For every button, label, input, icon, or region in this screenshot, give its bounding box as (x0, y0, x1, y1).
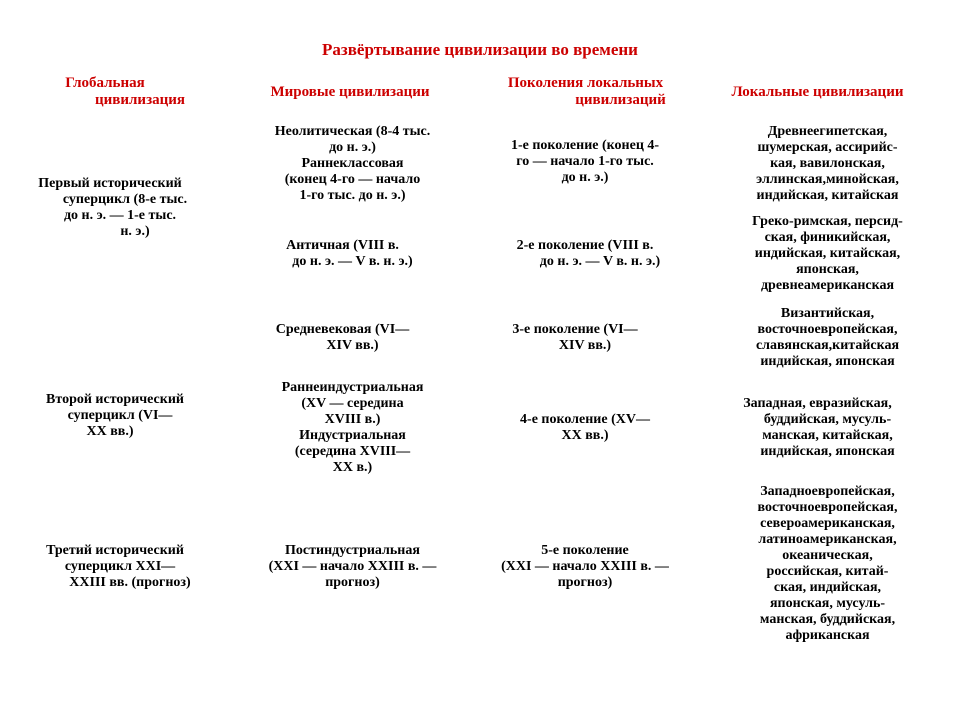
text-line: Индустриальная (299, 428, 406, 443)
generation-4 (475, 412, 695, 444)
header-line: цивилизация (94, 92, 185, 108)
text-line: Западноевропейская, (760, 484, 895, 499)
text-line: индийская, японская (760, 354, 895, 369)
text-line: н. э.) (120, 224, 150, 239)
text-line: Неолитическая (8-4 тыс. (274, 124, 431, 139)
text-line: Третий исторический (46, 543, 184, 558)
text-line: прогноз) (557, 575, 613, 590)
text-line: древнеамериканская (760, 278, 895, 293)
text-line: суперцикл XXI— (64, 559, 176, 574)
text-line: Античная (VIII в. (286, 238, 399, 253)
text-line: североамериканская, (760, 516, 895, 531)
text-line: прогноз) (325, 575, 380, 590)
text-line: восточноевропейская, (757, 500, 898, 515)
text-line: го — начало 1-го тыс. (516, 154, 654, 169)
header-generations (478, 75, 693, 109)
local-civ-2 (715, 214, 940, 294)
text-line: до н. э.) (329, 140, 376, 155)
text-line: буддийская, мусуль- (763, 412, 892, 427)
text-line: (XXI — начало XXIII в. — (501, 559, 669, 574)
text-line: (XV — середина (301, 396, 404, 411)
text-line: 3-е поколение (VI— (512, 322, 638, 337)
header-line: Локальные цивилизации (731, 84, 904, 100)
world-civ-postindustrial (240, 543, 465, 591)
text-line: суперцикл (VI— (67, 408, 173, 423)
text-line: Раннеклассовая (301, 156, 404, 171)
header-line: Поколения локальных (507, 75, 664, 91)
header-line: Мировые цивилизации (270, 84, 430, 100)
text-line: эллинская,минойская, (756, 172, 899, 187)
text-line: 1-го тыс. до н. э.) (299, 188, 406, 203)
text-line: до н. э.) (561, 170, 609, 185)
text-line: манская, буддийская, (759, 612, 896, 627)
text-line: латиноамериканская, (758, 532, 897, 547)
text-line: индийская, китайская (756, 188, 899, 203)
header-local-civilizations (700, 84, 935, 101)
text-line: 2-е поколение (VIII в. (516, 238, 654, 253)
text-line: 5-е поколение (541, 543, 629, 558)
text-line: Византийская, (780, 306, 875, 321)
header-global-civilization (40, 75, 230, 109)
text-line: Средневековая (VI— (275, 322, 410, 337)
local-civ-1 (715, 124, 940, 204)
text-line: восточноевропейская, (757, 322, 898, 337)
header-world-civilizations (245, 84, 455, 101)
text-line: ская, индийская, (773, 580, 882, 595)
text-line: 1-е поколение (конец 4- (510, 138, 660, 153)
text-line: манская, китайская, (762, 428, 893, 443)
text-line: до н. э. — 1-е тыс. (63, 208, 177, 223)
text-line: Раннеиндустриальная (281, 380, 424, 395)
text-line: до н. э. — V в. н. э.) (292, 254, 413, 269)
generation-1 (475, 138, 695, 186)
text-line: Первый исторический (38, 176, 182, 191)
text-line: (конец 4-го — начало (284, 172, 421, 187)
text-line: (середина XVIII— (294, 444, 411, 459)
text-line: XXIII вв. (прогноз) (69, 575, 191, 590)
text-line: индийская, китайская, (754, 246, 901, 261)
text-line: 4-е поколение (XV— (520, 412, 650, 427)
text-line: (XXI — начало XXIII в. — (268, 559, 437, 574)
local-civ-5 (715, 484, 940, 644)
text-line: индийская, японская (760, 444, 895, 459)
supercycle-1 (20, 176, 220, 240)
text-line: Постиндустриальная (285, 543, 420, 558)
text-line: суперцикл (8-е тыс. (62, 192, 188, 207)
text-line: XIV вв.) (558, 338, 612, 353)
generation-3 (475, 322, 695, 354)
text-line: XX в.) (332, 460, 373, 475)
generation-5 (475, 543, 695, 591)
text-line: XX вв.) (561, 428, 609, 443)
header-line: цивилизаций (575, 92, 666, 108)
text-line: Древнеегипетская, (767, 124, 888, 139)
text-line: Западная, евразийская, (743, 396, 892, 411)
text-line: до н. э. — V в. н. э.) (539, 254, 661, 269)
supercycle-2 (20, 392, 220, 440)
text-line: славянская,китайская (755, 338, 900, 353)
generation-2 (475, 238, 695, 270)
supercycle-3 (20, 543, 220, 591)
text-line: японская, мусуль- (769, 596, 886, 611)
text-line: российская, китай- (766, 564, 889, 579)
text-line: африканская (785, 628, 870, 643)
text-line: Второй исторический (46, 392, 184, 407)
text-line: ская, финикийская, (764, 230, 891, 245)
header-line: Глобальная (65, 75, 145, 91)
world-civ-medieval (240, 322, 465, 354)
text-line: океаническая, (782, 548, 873, 563)
world-civ-antique (240, 238, 465, 270)
text-line: кая, вавилонская, (770, 156, 885, 171)
slide-title: Развёртывание цивилизации во времени (322, 40, 638, 59)
text-line: Греко-римская, персид- (752, 214, 903, 229)
world-civ-neolithic (240, 124, 465, 204)
local-civ-3 (715, 306, 940, 370)
text-line: шумерская, ассирийс- (757, 140, 898, 155)
world-civ-industrial (240, 380, 465, 476)
text-line: XVIII в.) (324, 412, 381, 427)
text-line: японская, (796, 262, 859, 277)
text-line: XIV вв.) (326, 338, 379, 353)
local-civ-4 (715, 396, 940, 460)
text-line: XX вв.) (86, 424, 134, 439)
